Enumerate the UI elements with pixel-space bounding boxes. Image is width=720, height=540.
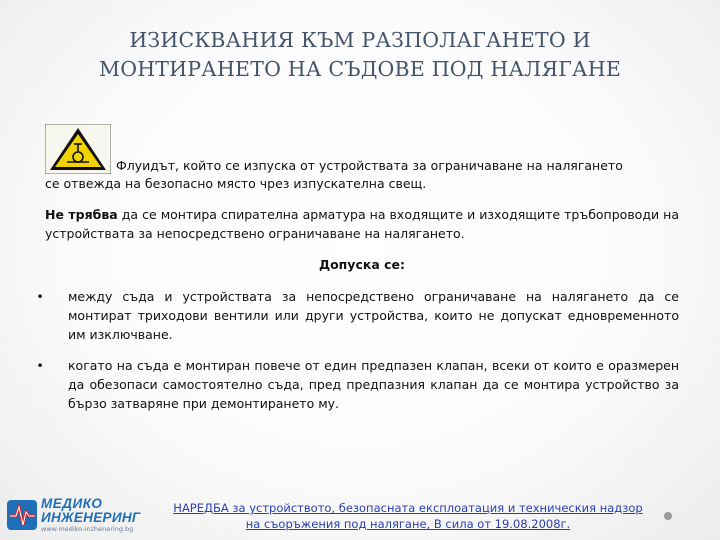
slide-title: [40, 26, 680, 84]
title-line-2: МОНТИРАНЕТО НА СЪДОВЕ ПОД НАЛЯГАНЕ: [99, 57, 621, 81]
intro-line-2: се отвежда на безопасно място чрез изпускателна свещ.: [45, 176, 427, 191]
bullet: •: [36, 289, 44, 304]
bullet: •: [36, 358, 44, 373]
company-logo: [5, 496, 165, 536]
footer-line-1[interactable]: НАРЕДБА за устройството, безопасната експлоатация и техническия надзор: [173, 501, 643, 515]
logo-text-line-1: МЕДИКО: [41, 496, 103, 511]
title-line-1: ИЗИСКВАНИЯ КЪМ РАЗПОЛАГАНЕТО И: [129, 28, 591, 52]
list-item-text: между съда и устройствата за непосредствено ограничаване на налягането да се монтират триходови вентили или други устройства, които не допускат едновременното им изключване.: [68, 289, 679, 342]
intro-paragraph: [45, 157, 679, 193]
prohibition-bold: Не трябва: [45, 207, 118, 222]
allowed-list: [36, 287, 679, 425]
decorative-dot: [664, 512, 672, 520]
intro-line-1: Флуидът, който се изпуска от устройствата за ограничаване на налягането: [116, 158, 623, 173]
mediko-logo-icon: [5, 498, 39, 532]
regulation-link[interactable]: [150, 500, 666, 532]
logo-text-line-2: ИНЖЕНЕРИНГ: [41, 510, 141, 525]
footer-line-2[interactable]: на съоръжения под налягане, В сила от 19.08.2008г.: [245, 517, 571, 531]
prohibition-paragraph: [45, 205, 679, 243]
prohibition-text: да се монтира спирателна арматура на входящите и изходящите тръбопроводи на устройствата за непосредствено ограничаване на налягането.: [45, 207, 679, 241]
logo-url: www.mediko-inzhenering.bg: [41, 525, 134, 533]
list-item-text: когато на съда е монтиран повече от един предпазен клапан, всеки от които е оразмерен да обезопаси самостоятелно съда, пред предпазния клапан да се монтира устройство за бързо затваряне при демонтирането му.: [68, 358, 679, 411]
list-item: [36, 356, 679, 413]
list-item: [36, 287, 679, 344]
allowed-heading: Допуска се:: [318, 257, 406, 272]
